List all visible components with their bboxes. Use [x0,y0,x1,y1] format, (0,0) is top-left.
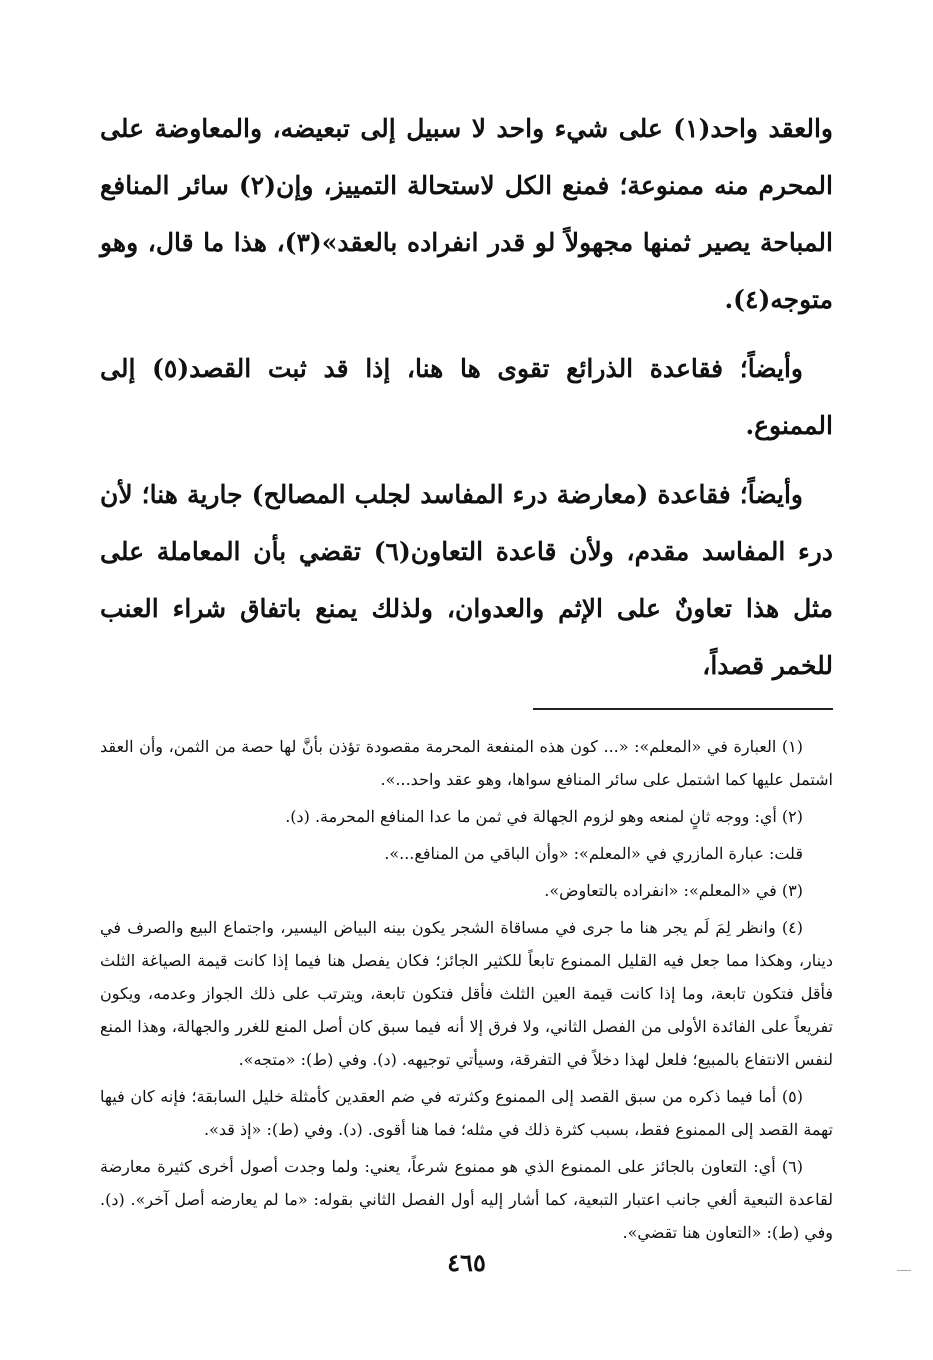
footnote-6: (٦) أي: التعاون بالجائز على الممنوع الذي هو ممنوع شرعاً، يعني: ولما وجدت أصول أخرى كثيرة معارضة لقاعدة التبعية ألغي جانب اعتبار التبعية، كما أشار إليه أول الفصل الثاني بقوله: «ما لم يعارضه أصل آخر». (د). وفي (ط): «التعاون هنا تقضي». [100,1157,834,1242]
footnotes [100,730,833,1249]
main-paragraph-1: والعقد واحد(١) على شيء واحد لا سبيل إلى تبعيضه، والمعاوضة على المحرم منه ممنوعة؛ فمنع الكل لاستحالة التمييز، وإن(٢) سائر المنافع المباحة يصير ثمنها مجهولاً لو قدر انفراده بالعقد»(٣)، هذا ما قال، وهو متوجه(٤). [100,114,833,314]
footnote-2: (٢) أي: ووجه ثانٍ لمنعه وهو لزوم الجهالة في ثمن ما عدا المنافع المحرمة. (د). [285,807,803,826]
main-paragraph-3: وأيضاً؛ فقاعدة (معارضة درء المفاسد لجلب المصالح) جارية هنا؛ لأن درء المفاسد مقدم، ولأن قاعدة التعاون(٦) تقضي بأن المعاملة على مثل هذا تعاونٌ على الإثم والعدوان، ولذلك يمنع باتفاق شراء العنب للخمر قصداً، [100,480,833,680]
footnote-divider [533,708,833,710]
footnote-2-note: قلت: عبارة المازري في «المعلم»: «وأن الباقي من المنافع...». [384,844,803,863]
page-number: ٤٦٥ [447,1248,486,1277]
footnote-5: (٥) أما فيما ذكره من سبق القصد إلى الممنوع وكثرته في ضم العقدين كأمثلة خليل السابقة؛ فإنه كان فيها تهمة القصد إلى الممنوع فقط، بسبب كثرة ذلك في مثله؛ فما هنا أقوى. (د). وفي (ط): «إذ قد». [100,1087,833,1139]
main-paragraph-2: وأيضاً؛ فقاعدة الذرائع تقوى ها هنا، إذا قد ثبت القصد(٥) إلى الممنوع. [100,354,833,440]
footnote-3: (٣) في «المعلم»: «انفراده بالتعاوض». [544,881,803,900]
footnote-1: (١) العبارة في «المعلم»: «... كون هذه المنفعة المحرمة مقصودة تؤذن بأنَّ لها حصة من الثمن، وأن العقد اشتمل عليها كما اشتمل على سائر المنافع سواها، وهو عقد واحد...». [100,737,833,789]
footnote-4: (٤) وانظر لِمَ لَم يجر هنا ما جرى في مساقاة الشجر يكون بينه البياض اليسير، واجتماع البيع والصرف في دينار، وهكذا مما جعل فيه القليل الممنوع تابعاً للكثير الجائز؛ فكان يفصل هنا فيما إذا كانت قيمة الصياغة الثلث فأقل فتكون تابعة، وما إذا كانت قيمة العين الثلث فأقل فتكون تابعة، ويترتب على ذلك الجواز وعدمه، ويكون تفريعاً على الفائدة الأولى من الفصل الثاني، ولا فرق إلا أنه فيما سبق كان أصل المنع للغرر والجهالة، وهذا المنع لنفس الانتفاع بالمبيع؛ فلعل لهذا دخلاً في التفرقة، وسيأتي توجيهه. (د). وفي (ط): «متجه». [100,918,833,1069]
scan-mark [897,1270,911,1271]
main-text [100,100,833,694]
